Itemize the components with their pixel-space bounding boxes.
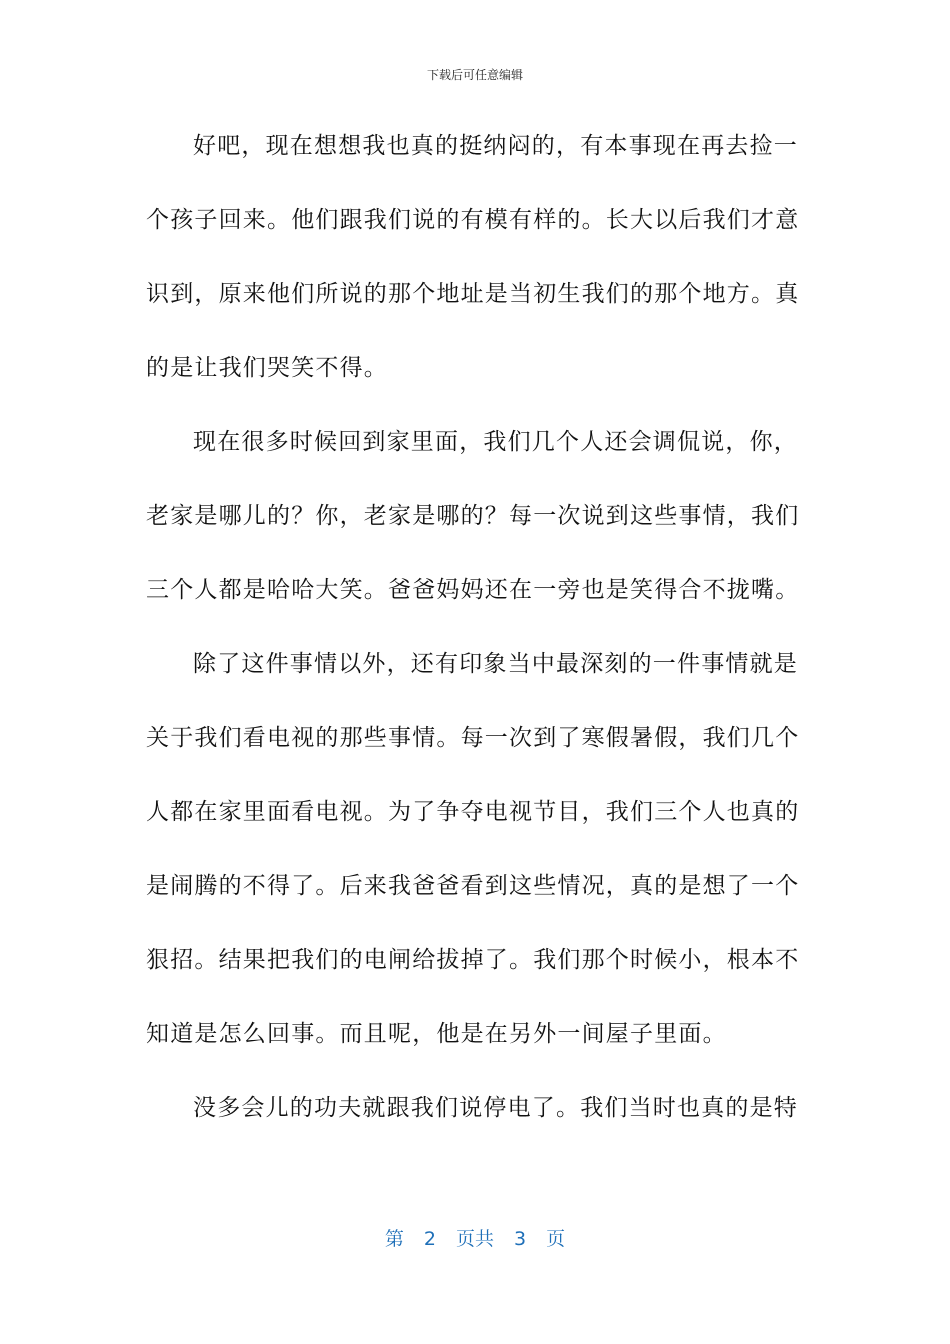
text-line: 人都在家里面看电视。为了争夺电视节目，我们三个人也真的 <box>146 799 800 825</box>
document-body <box>146 124 800 1160</box>
text-line: 狠招。结果把我们的电闸给拔掉了。我们那个时候小，根本不 <box>146 947 800 973</box>
text-line: 个孩子回来。他们跟我们说的有模有样的。长大以后我们才意 <box>146 207 800 233</box>
page-header: 下载后可任意编辑 <box>426 68 523 82</box>
text-line: 老家是哪儿的？你，老家是哪的？每一次说到这些事情，我们 <box>146 503 800 529</box>
text-line: 现在很多时候回到家里面，我们几个人还会调侃说，你， <box>193 429 798 455</box>
text-line: 三个人都是哈哈大笑。爸爸妈妈还在一旁也是笑得合不拢嘴。 <box>146 577 800 603</box>
text-line: 除了这件事情以外，还有印象当中最深刻的一件事情就是 <box>193 651 798 677</box>
footer-middle: 页共 <box>455 1228 494 1250</box>
text-line: 是闹腾的不得了。后来我爸爸看到这些情况，真的是想了一个 <box>146 873 800 899</box>
text-line: 知道是怎么回事。而且呢，他是在另外一间屋子里面。 <box>146 1021 727 1047</box>
footer-prefix: 第 <box>384 1228 404 1250</box>
text-line: 没多会儿的功夫就跟我们说停电了。我们当时也真的是特 <box>193 1095 798 1121</box>
total-pages-number: 3 <box>514 1228 527 1250</box>
page-number-footer <box>0 1224 950 1251</box>
text-line: 好吧，现在想想我也真的挺纳闷的，有本事现在再去捡一 <box>193 133 798 159</box>
text-line: 关于我们看电视的那些事情。每一次到了寒假暑假，我们几个 <box>146 725 800 751</box>
current-page-number: 2 <box>423 1228 436 1250</box>
text-line: 的是让我们哭笑不得。 <box>146 355 388 381</box>
text-line: 识到，原来他们所说的那个地址是当初生我们的那个地方。真 <box>146 281 800 307</box>
footer-suffix: 页 <box>546 1228 566 1250</box>
